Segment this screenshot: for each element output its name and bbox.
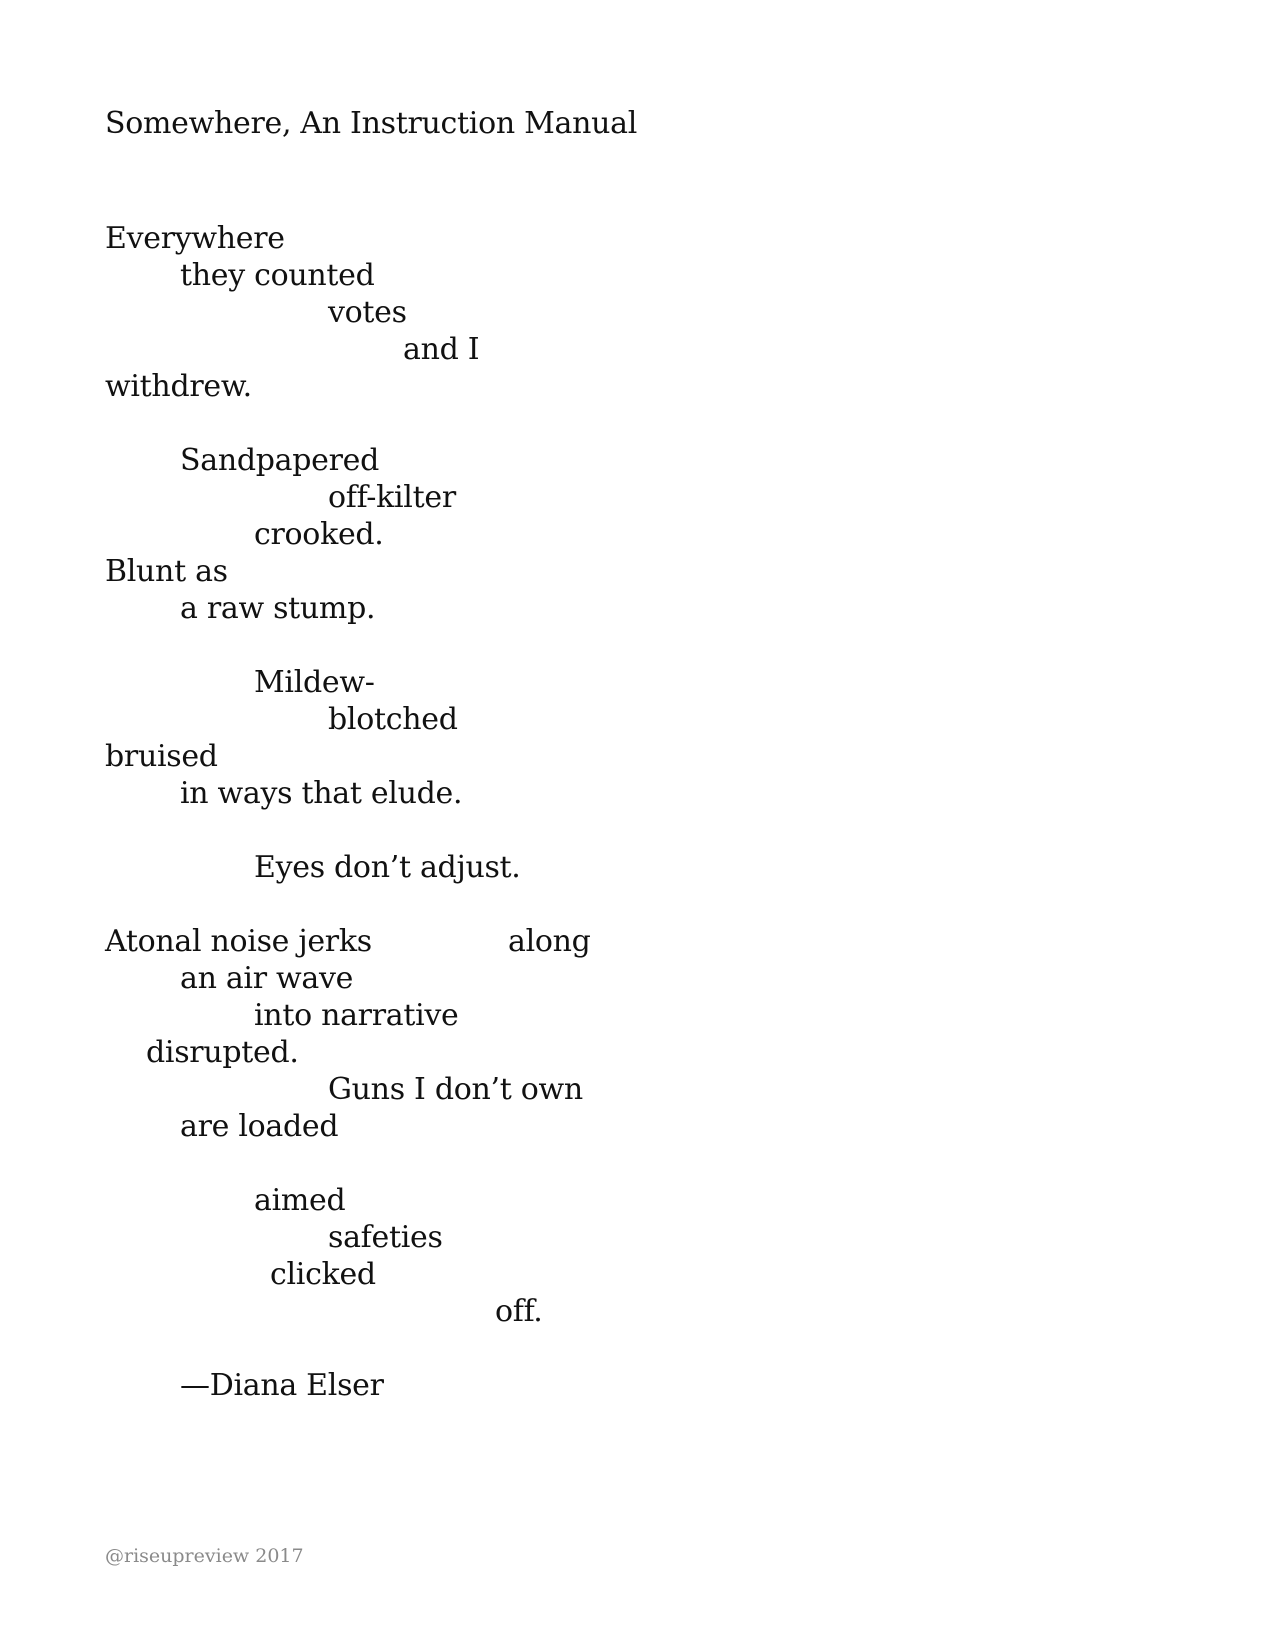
poem-line: Atonal noise jerks <box>105 924 372 959</box>
poem-attribution: —Diana Elser <box>180 1368 384 1403</box>
poem-line: Sandpapered <box>180 443 380 478</box>
poem-line: along <box>508 924 591 959</box>
poem-line: clicked <box>270 1257 376 1292</box>
poem-line: into narrative <box>254 998 459 1033</box>
poem-line: safeties <box>328 1220 443 1255</box>
poem-line: they counted <box>180 258 375 293</box>
poem-line: Everywhere <box>105 221 285 256</box>
poem-line: Mildew- <box>254 665 375 700</box>
poem-line: bruised <box>105 739 218 774</box>
poem-line: crooked. <box>254 517 384 552</box>
poem-line: withdrew. <box>105 369 252 404</box>
poem-line: aimed <box>254 1183 346 1218</box>
poem-line: in ways that elude. <box>180 776 463 811</box>
poem-line: blotched <box>328 702 458 737</box>
poem-line: off-kilter <box>328 480 456 515</box>
poem-line: Blunt as <box>105 554 228 589</box>
poem-line: and I <box>403 332 480 367</box>
poem-line: votes <box>328 295 407 330</box>
poem-line: off. <box>495 1294 543 1329</box>
poem-title: Somewhere, An Instruction Manual <box>105 106 638 141</box>
poem-line: a raw stump. <box>180 591 376 626</box>
poem-line: disrupted. <box>146 1035 299 1070</box>
poem-line: Eyes don’t adjust. <box>254 850 521 885</box>
copyright-footer: @riseupreview 2017 <box>105 1545 304 1567</box>
poem-line: are loaded <box>180 1109 339 1144</box>
poem-line: Guns I don’t own <box>328 1072 583 1107</box>
poem-line: an air wave <box>180 961 354 996</box>
